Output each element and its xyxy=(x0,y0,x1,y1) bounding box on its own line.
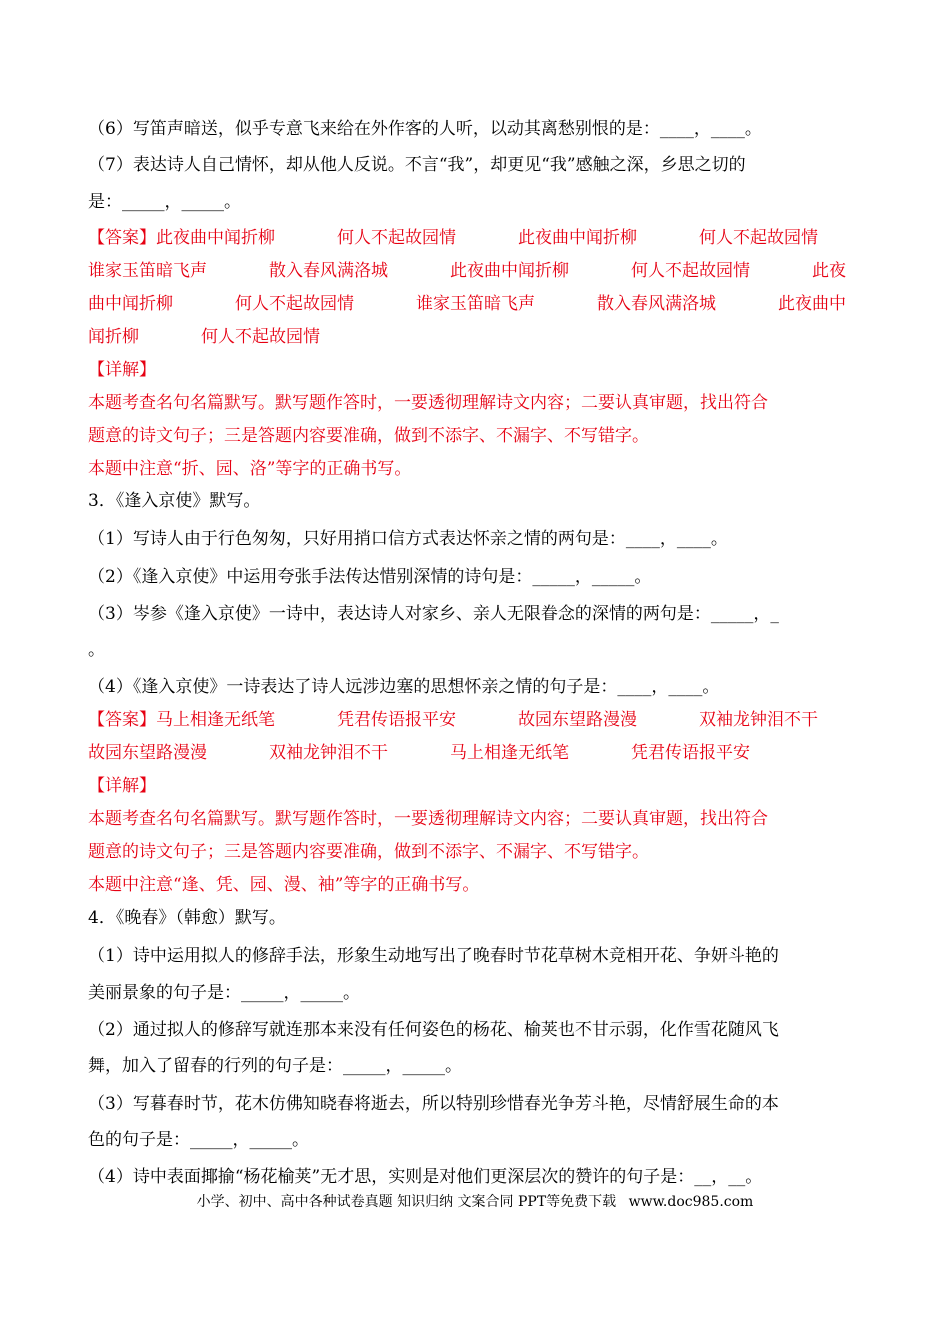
q2-detail-label: 【详解】 xyxy=(88,360,156,380)
answer-phrase: 此夜曲中闻折柳 xyxy=(450,261,569,281)
q4-item-1-cont: 美丽景象的句子是：_____，_____。 xyxy=(88,983,360,1003)
q2-answer-line-3 xyxy=(88,294,868,314)
q4-item-2-cont: 舞，加入了留春的行列的句子是：_____，_____。 xyxy=(88,1056,462,1076)
answer-label: 【答案】 xyxy=(88,228,156,248)
q3-answer-line-1 xyxy=(88,710,868,730)
answer-phrase: 双袖龙钟泪不干 xyxy=(269,743,388,763)
answer-phrase: 何人不起故园情 xyxy=(699,228,818,248)
answer-phrase: 此夜曲中 xyxy=(778,294,846,314)
answer-phrase: 闻折柳 xyxy=(88,327,139,347)
q2-answer-line-1 xyxy=(88,228,868,248)
answer-phrase: 此夜曲中闻折柳 xyxy=(518,228,637,248)
answer-phrase: 凭君传语报平安 xyxy=(631,743,750,763)
q2-item-7: （7）表达诗人自己情怀，却从他人反说。不言“我”，却更见“我”感触之深，乡思之切的 xyxy=(88,155,746,175)
footer-text: 小学、初中、高中各种试卷真题 知识归纳 文案合同 PPT等免费下载 xyxy=(196,1194,617,1210)
q4-item-2: （2）通过拟人的修辞写就连那本来没有任何姿色的杨花、榆荚也不甘示弱，化作雪花随风飞 xyxy=(88,1020,779,1040)
answer-phrase: 双袖龙钟泪不干 xyxy=(699,710,818,730)
answer-phrase: 散入春风满洛城 xyxy=(597,294,716,314)
answer-phrase: 马上相逢无纸笔 xyxy=(156,710,275,730)
q3-detail-label: 【详解】 xyxy=(88,776,156,796)
answer-phrase: 此夜 xyxy=(812,261,846,281)
answer-phrase: 曲中闻折柳 xyxy=(88,294,173,314)
q2-item-7-cont: 是：_____，_____。 xyxy=(88,192,241,212)
page-footer xyxy=(0,1193,950,1211)
q2-answer-line-4 xyxy=(88,327,868,347)
q3-item-3: （3）岑参《逢入京使》一诗中，表达诗人对家乡、亲人无限眷念的深情的两句是：_____，_ xyxy=(88,604,779,624)
q4-item-3: （3）写暮春时节，花木仿佛知晓春将逝去，所以特别珍惜春光争芳斗艳，尽情舒展生命的本 xyxy=(88,1094,779,1114)
answer-phrase: 马上相逢无纸笔 xyxy=(450,743,569,763)
q3-title: 3．《逢入京使》默写。 xyxy=(88,491,261,511)
q2-item-6: （6）写笛声暗送，似乎专意飞来给在外作客的人听，以动其离愁别恨的是：____，____。 xyxy=(88,119,762,139)
answer-phrase: 此夜曲中闻折柳 xyxy=(156,228,275,248)
q4-item-3-cont: 色的句子是：_____，_____。 xyxy=(88,1130,309,1150)
q2-detail-text: 本题考查名句名篇默写。默写题作答时，一要透彻理解诗文内容；二要认真审题，找出符合 xyxy=(88,393,768,413)
q4-item-1: （1）诗中运用拟人的修辞手法，形象生动地写出了晚春时节花草树木竞相开花、争妍斗艳的 xyxy=(88,946,779,966)
answer-phrase: 散入春风满洛城 xyxy=(269,261,388,281)
answer-phrase: 谁家玉笛暗飞声 xyxy=(88,261,207,281)
answer-phrase: 谁家玉笛暗飞声 xyxy=(416,294,535,314)
answer-label: 【答案】 xyxy=(88,710,156,730)
answer-phrase: 何人不起故园情 xyxy=(631,261,750,281)
q3-item-1: （1）写诗人由于行色匆匆，只好用捎口信方式表达怀亲之情的两句是：____，____。 xyxy=(88,529,728,549)
q3-detail-text-2: 题意的诗文句子；三是答题内容要准确，做到不添字、不漏字、不写错字。 xyxy=(88,842,649,862)
q4-title: 4．《晚春》（韩愈）默写。 xyxy=(88,908,286,928)
q2-answer-line-2 xyxy=(88,261,868,281)
answer-phrase: 故园东望路漫漫 xyxy=(88,743,207,763)
answer-phrase: 故园东望路漫漫 xyxy=(518,710,637,730)
answer-phrase: 何人不起故园情 xyxy=(337,228,456,248)
q3-item-3-cont: 。 xyxy=(88,640,105,660)
answer-phrase: 何人不起故园情 xyxy=(235,294,354,314)
q2-detail-text-2: 题意的诗文句子；三是答题内容要准确，做到不添字、不漏字、不写错字。 xyxy=(88,426,649,446)
q3-item-2: （2）《逢入京使》中运用夸张手法传达惜别深情的诗句是：_____，_____。 xyxy=(88,567,652,587)
q3-item-4: （4）《逢入京使》一诗表达了诗人远涉边塞的思想怀亲之情的句子是：____，____。 xyxy=(88,677,720,697)
q3-detail-text: 本题考查名句名篇默写。默写题作答时，一要透彻理解诗文内容；二要认真审题，找出符合 xyxy=(88,809,768,829)
answer-phrase: 何人不起故园情 xyxy=(201,327,320,347)
q3-detail-note: 本题中注意“逢、凭、园、漫、袖”等字的正确书写。 xyxy=(88,875,480,895)
q3-answer-line-2 xyxy=(88,743,868,763)
answer-phrase: 凭君传语报平安 xyxy=(337,710,456,730)
q4-item-4: （4）诗中表面揶揄“杨花榆荚”无才思，实则是对他们更深层次的赞许的句子是：__，__。 xyxy=(88,1167,763,1187)
q2-detail-note: 本题中注意“折、园、洛”等字的正确书写。 xyxy=(88,459,412,479)
footer-url[interactable]: www.doc985.com xyxy=(628,1194,754,1210)
